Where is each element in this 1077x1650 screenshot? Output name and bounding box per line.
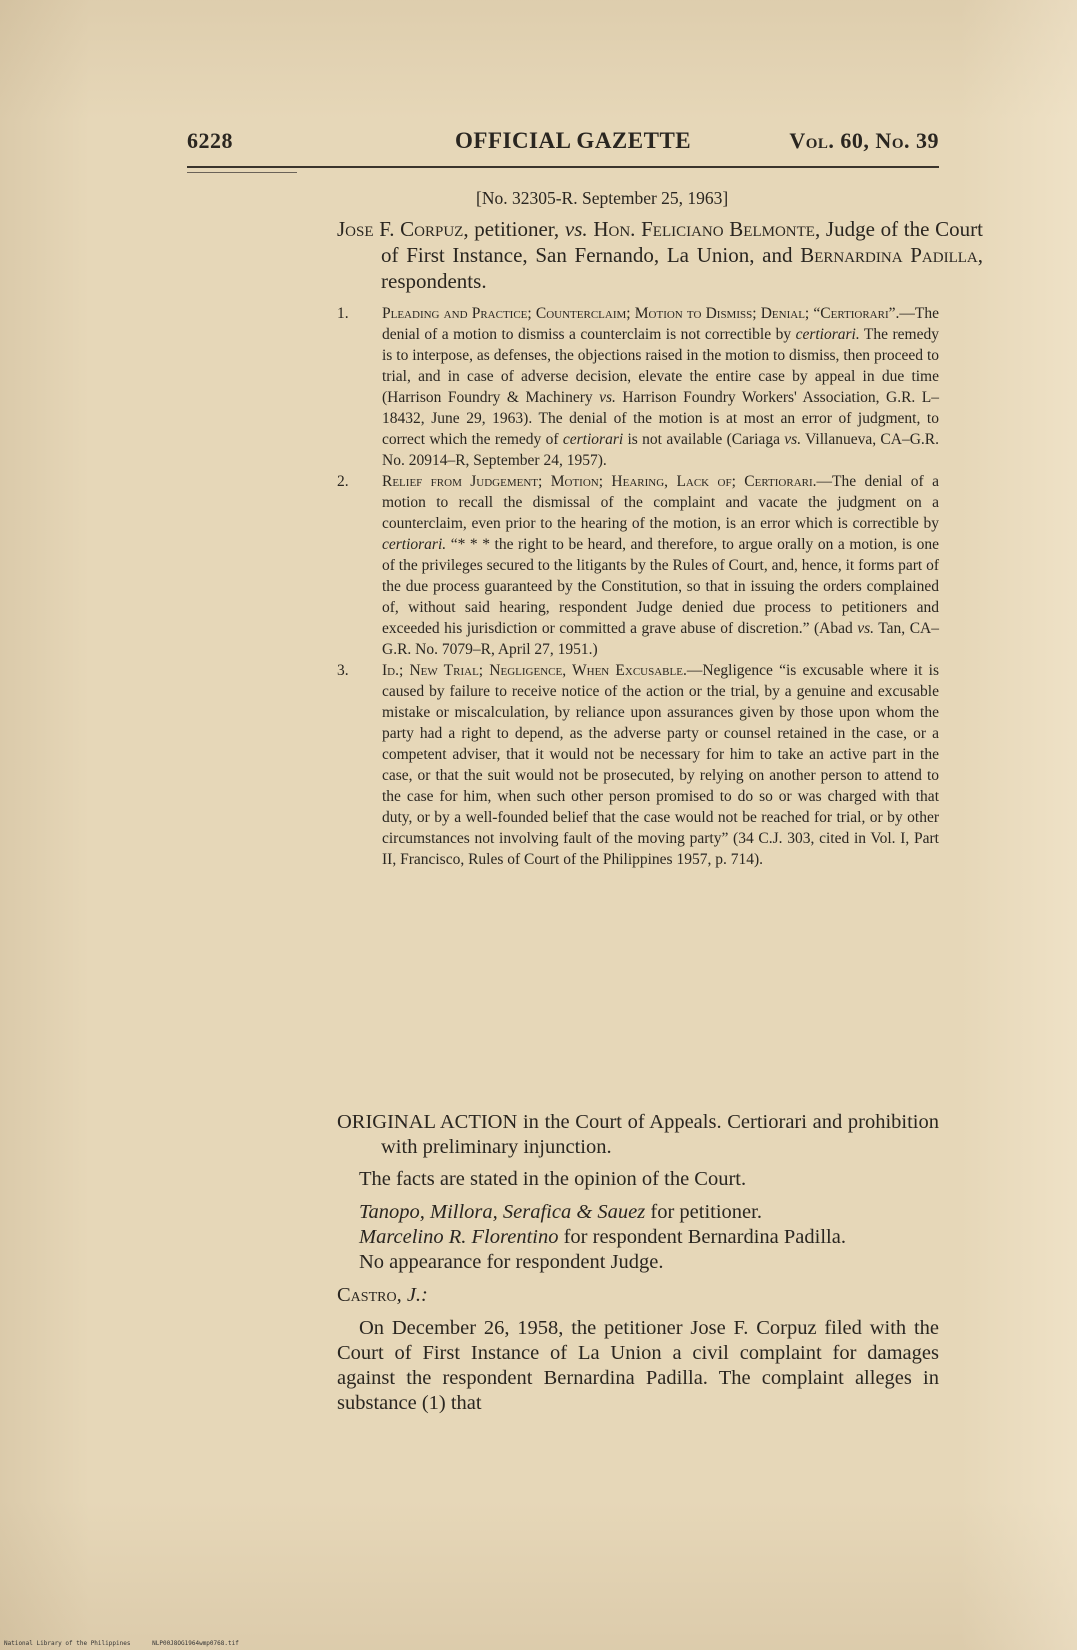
header-rule <box>187 166 939 168</box>
ponente-name: Castro <box>337 1284 397 1306</box>
counsel-respondent <box>337 1225 939 1250</box>
syllabus-italic: certiorari. <box>382 536 447 553</box>
original-action: ORIGINAL ACTION in the Court of Appeals. Certiorari and prohibition with preliminary injunction. <box>337 1111 939 1158</box>
counsel-petitioner <box>337 1200 939 1225</box>
counsel-role: for respondent Bernardina Padilla. <box>558 1226 846 1248</box>
counsel-role: for petitioner. <box>645 1201 762 1223</box>
syllabus-italic: certiorari. <box>795 326 860 343</box>
syllabus-heading: Relief from Judgement; Motion; Hearing, Lack of; Certiorari. <box>382 473 817 490</box>
counsel-names: Marcelino R. Florentino <box>359 1226 559 1248</box>
syllabus-text: —The denial of a motion to recall the dismissal of the complaint and vacate the judgment on a counterclaim, even prior to the hearing of the motion, is an error which is correctible by <box>382 473 939 532</box>
facts-statement: The facts are stated in the opinion of the Court. <box>359 1168 747 1190</box>
counsel-names: Tanopo, Millora, Serafica & Sauez <box>359 1201 646 1223</box>
syllabus-text: The remedy is to interpose, as defenses, the objections raised in the motion to dismiss, then proceed to trial, and in case of adverse decision, elevate the entire case by appeal in due time (Harrison Foundry & Machinery <box>382 326 939 406</box>
scan-footer <box>4 1640 239 1647</box>
syllabus-text: Harrison Foundry Workers' Association, G.R. L–18432, June 29, 1963). The denial of the motion is at most an error of judgment, to correct which the remedy of <box>382 389 940 448</box>
respondent-name: Bernardina Padilla <box>800 243 978 267</box>
syllabus-italic: vs. <box>599 389 616 406</box>
ponente-title: , J.: <box>396 1284 428 1306</box>
syllabus-heading: Pleading and Practice; Counterclaim; Motion to Dismiss; Denial; “Certiorari”. <box>382 305 900 322</box>
no-appearance-note: No appearance for respondent Judge. <box>359 1251 664 1273</box>
syllabus-italic: vs. <box>784 431 802 448</box>
caption-text: , respondents. <box>381 243 983 293</box>
syllabus-number: 2. <box>337 473 349 490</box>
syllabus-item <box>337 660 939 870</box>
syllabus-text: Tan, CA–G.R. No. 7079–R, April 27, 1951.) <box>382 620 939 658</box>
syllabus-text: —Negligence “is excusable where it is caused by failure to receive notice of the action or the trial, by a genuine and excusable mistake or miscalculation, by reliance upon assurances given by those upon whom the party had a right to depend, as the adverse party or counsel retained in the case, or a competent adviser, that it would not be necessary for him to take an active part in the case, or that the suit would not be prosecuted, by relying on another person to attend to the case for him, when such other person promised to do so or was charged with that duty, or by a well-founded belief that the case would not be reached for trial, or by other circumstances not involving fault of the moving party” (34 C.J. 303, cited in Vol. I, Part II, Francisco, Rules of Court of the Philippines 1957, p. 714). <box>382 662 939 868</box>
library-credit: National Library of the Philippines <box>4 1640 131 1647</box>
syllabus-item <box>337 471 939 660</box>
syllabus-italic: certiorari <box>562 431 624 448</box>
respondent-judge-name: Hon. Feliciano Belmonte <box>587 217 815 241</box>
syllabus-text: Villanueva, CA–G.R. No. 20914–R, September 24, 1957). <box>382 431 939 469</box>
volume-number: Vol. 60, No. 39 <box>789 128 939 153</box>
syllabus-italic: vs. <box>857 620 875 637</box>
opinion-paragraph: On December 26, 1958, the petitioner Jose F. Corpuz filed with the Court of First Instance of La Union a civil complaint for damages against the respondent Bernardina Padilla. The complaint alleges in substance (1) that <box>337 1317 939 1414</box>
caption-text: , petitioner, <box>463 217 565 241</box>
syllabus-number: 1. <box>337 305 349 322</box>
publication-title: OFFICIAL GAZETTE <box>455 128 692 153</box>
running-header <box>187 128 939 162</box>
case-caption <box>337 216 983 294</box>
syllabus-text: —The denial of a motion to dismiss a counterclaim is not correctible by <box>382 305 939 343</box>
scan-filename: NLP00J8OG1964wmp0768.tif <box>152 1640 239 1647</box>
decision-body <box>337 1110 939 1416</box>
caption-versus: vs. <box>564 217 588 241</box>
syllabus-text: “* * * the right to be heard, and therefore, to argue orally on a motion, is one of the privileges secured to the litigants by the Rules of Court, and, hence, it forms part of the due process guaranteed by the Constitution, so that in issuing the orders complained of, without said hearing, respondent Judge denied due process to petitioners and exceeded his jurisdiction or committed a grave abuse of discretion.” (Abad <box>382 536 940 637</box>
header-subrule <box>187 172 297 173</box>
page-number: 6228 <box>187 128 233 153</box>
syllabus <box>337 303 939 870</box>
syllabus-item <box>337 303 939 471</box>
syllabus-heading: Id.; New Trial; Negligence, When Excusable. <box>382 662 687 679</box>
syllabus-text: is not available (Cariaga <box>623 431 785 448</box>
syllabus-number: 3. <box>337 662 349 679</box>
case-docket: [No. 32305-R. September 25, 1963] <box>476 188 729 208</box>
caption-text: , Judge of the Court of First Instance, San Fernando, La Union, and <box>381 217 983 267</box>
ponente-line <box>337 1283 939 1308</box>
petitioner-name: Jose F. Corpuz <box>337 217 464 241</box>
